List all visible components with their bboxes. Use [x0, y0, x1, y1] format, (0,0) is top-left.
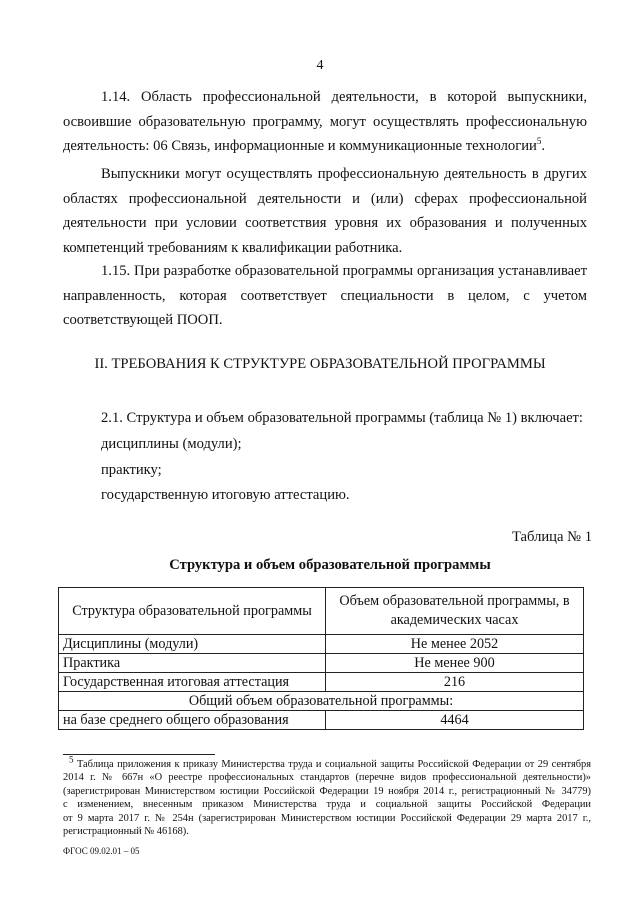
table-cell-value: 4464	[326, 711, 584, 730]
paragraph-1-15	[63, 259, 587, 333]
footnote-divider	[63, 754, 215, 755]
table-cell-name: на базе среднего общего образования	[59, 711, 326, 730]
paragraph-line: освоившие образовательную программу, могут осуществлять профессиональную	[63, 113, 587, 130]
table-header-structure: Структура образовательной программы	[59, 588, 326, 635]
footnote-line: регистрационный № 46168).	[63, 826, 189, 838]
table-header-row	[59, 588, 584, 635]
paragraph-line: 1.14. Область профессиональной деятельности, в которой выпускники,	[101, 89, 587, 105]
paragraph-line	[63, 134, 587, 159]
table-cell-value: Не менее 900	[326, 654, 584, 673]
table-cell-name: Практика	[59, 654, 326, 673]
paragraph-1-14	[63, 85, 587, 159]
list-item: дисциплины (модули);	[101, 436, 242, 452]
structure-table	[58, 587, 584, 730]
footnote-line: от 9 марта 2017 г. № 254н (зарегистрирован Министерством юстиции Российской Федерации 29 марта 2017 г.,	[63, 812, 591, 824]
table-total-label: Общий объем образовательной программы:	[59, 692, 584, 711]
paragraph-2-1: 2.1. Структура и объем образовательной программы (таблица № 1) включает:	[101, 410, 583, 426]
table-header-volume: Объем образовательной программы, в академических часах	[326, 588, 584, 635]
page-number: 4	[316, 58, 324, 73]
table-row	[59, 654, 584, 673]
table-row	[59, 673, 584, 692]
line-text: деятельность: 06 Связь, информационные и коммуникационные технологии	[63, 138, 537, 154]
table-cell-name: Дисциплины (модули)	[59, 635, 326, 654]
paragraph-graduates	[63, 162, 587, 260]
paragraph-line: деятельности при условии соответствия уровня их образования и полученных	[63, 215, 587, 231]
list-item: практику;	[101, 462, 162, 478]
section-heading: II. ТРЕБОВАНИЯ К СТРУКТУРЕ ОБРАЗОВАТЕЛЬНОЙ ПРОГРАММЫ	[94, 356, 546, 372]
footnote-reference: 5	[536, 136, 542, 147]
table-cell-value: Не менее 2052	[326, 635, 584, 654]
table-row	[59, 635, 584, 654]
footnote-line: с изменением, внесенным приказом Министерства труда и социальной защиты Российской Федерации	[63, 799, 591, 811]
table-cell-value: 216	[326, 673, 584, 692]
paragraph-line: компетенций требованиям к квалификации работника.	[63, 239, 403, 256]
paragraph-line: соответствующей ПООП.	[63, 312, 223, 328]
line-end: .	[541, 138, 545, 154]
document-code: ФГОС 09.02.01 – 05	[63, 846, 140, 856]
list-item: государственную итоговую аттестацию.	[101, 487, 350, 503]
table-total-label-row	[59, 692, 584, 711]
paragraph-line: 1.15. При разработке образовательной программы организация устанавливает	[101, 263, 587, 279]
footnote-line	[63, 754, 591, 771]
paragraph-line: направленность, которая соответствует специальности в целом, с учетом	[63, 287, 587, 304]
footnote-line: (зарегистрирован Министерством юстиции Российской Федерации 19 ноября 2014 г., регистрационный № 34779)	[63, 785, 591, 797]
footnote-line: 2014 г. № 667н «О реестре профессиональных стандартов (перечне видов профессиональной деятельности)»	[63, 772, 591, 784]
footnote	[63, 754, 591, 838]
table-label: Таблица № 1	[512, 529, 592, 545]
footnote-mark: 5	[69, 754, 74, 765]
table-cell-name: Государственная итоговая аттестация	[59, 673, 326, 692]
paragraph-line: Выпускники могут осуществлять профессиональную деятельность в других	[101, 166, 587, 182]
paragraph-line: областях профессиональной деятельности и (или) сферах профессиональной	[63, 190, 587, 207]
table-row	[59, 711, 584, 730]
table-title: Структура и объем образовательной программы	[169, 557, 491, 573]
footnote-text: Таблица приложения к приказу Министерства труда и социальной защиты Российской Федерации от 29 сентября	[76, 759, 591, 770]
